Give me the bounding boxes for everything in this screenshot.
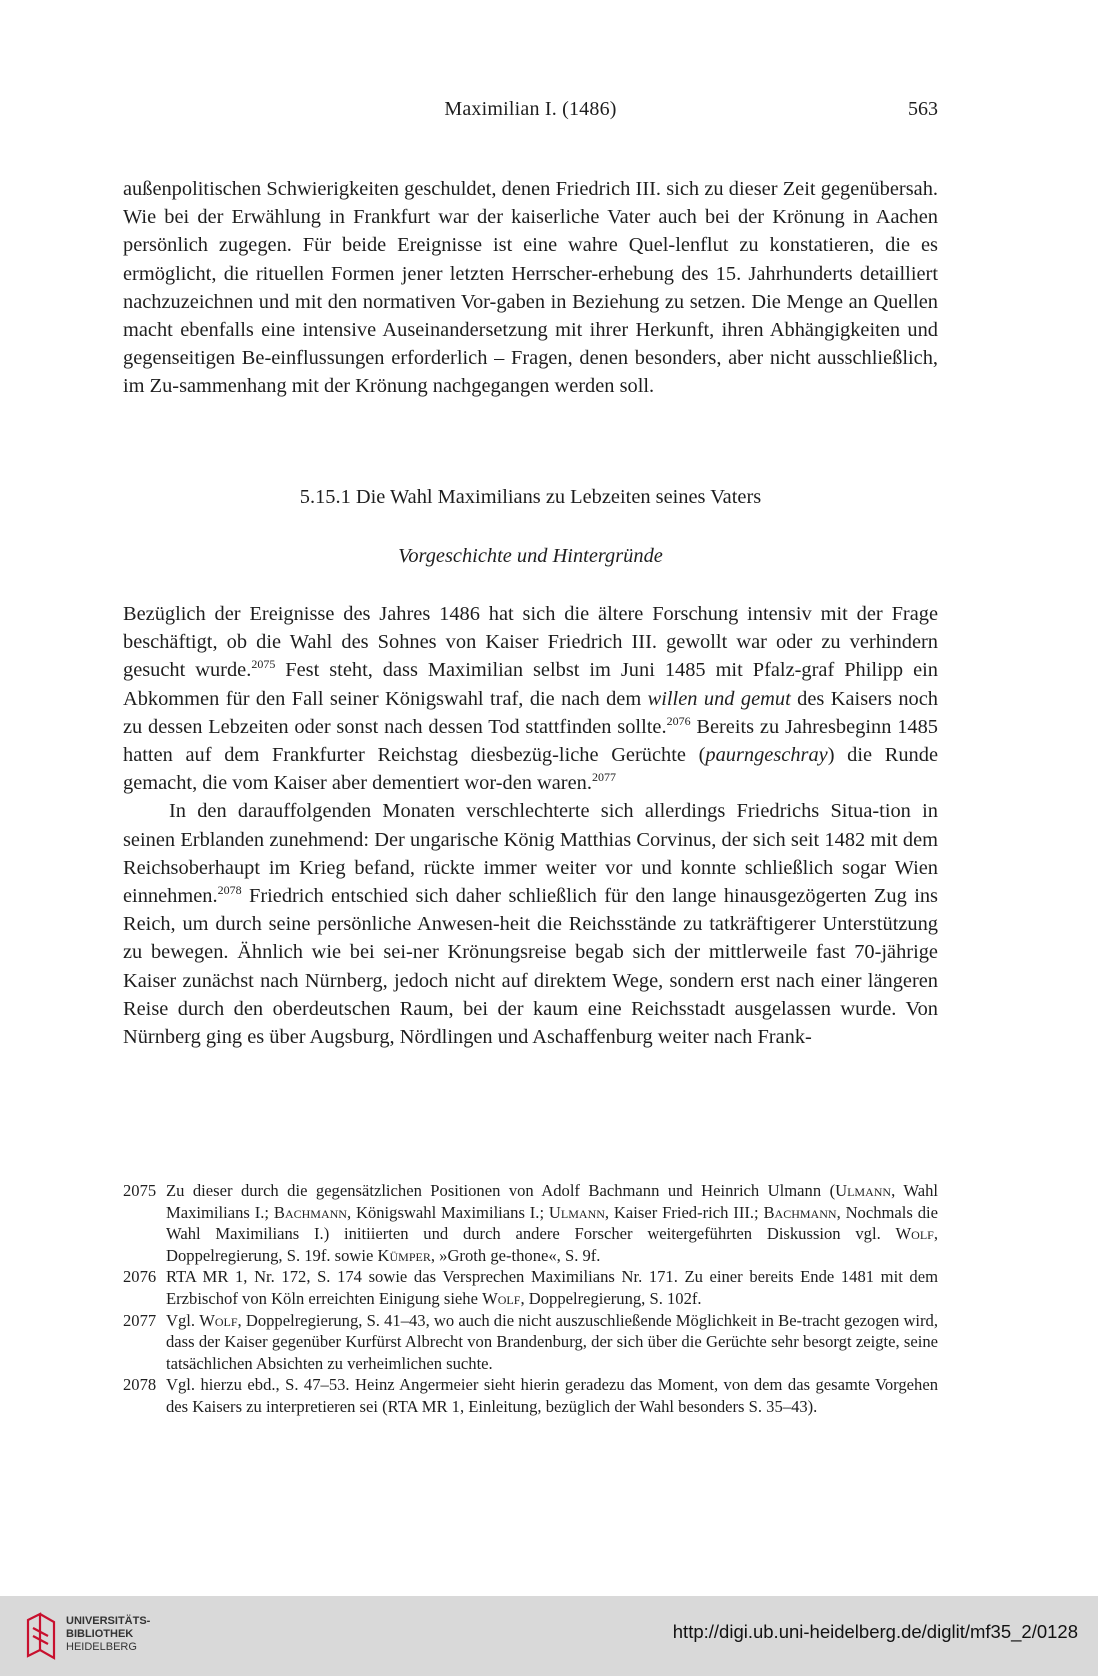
p2-text-2: Friedrich entschied sich daher schließlich für den lange hinausgezögerten Zug ins Reich, um durch seine persönliche Anwesen-heit die Reichsstände zu tatkräftigerer Unterstützung zu bewegen. Ähnlich wie bei sei-ner Krönungsreise begab sich der mittlerweile fast 70-jährige Kaiser zunächst nach Nürnberg, jedoch nicht auf direktem Wege, sondern erst nach einer längeren Reise durch den oberdeutschen Raum, bei der kaum eine Reichsstadt ausgelassen wurde. Von Nürnberg ging es über Augsburg, Nördlingen und Aschaffenburg weiter nach Frank-	[123, 885, 938, 1049]
library-name-line-3: HEIDELBERG	[66, 1641, 137, 1653]
footnote-ref-2077[interactable]: 2077	[591, 770, 616, 785]
author-name: Kümper	[377, 1245, 431, 1265]
footnote-text: , »Groth ge-thone«, S. 9f.	[430, 1245, 601, 1265]
p1-italic-quote-1: willen und gemut	[647, 687, 791, 710]
footnote-text: , Kaiser Fried-rich III.;	[604, 1202, 764, 1222]
p1-text-4: Bereits zu Jahresbeginn 1485 hatten auf dem Frankfurter Reichstag diesbezüg-liche Gerüchte (	[123, 715, 938, 767]
author-name: Bachmann	[763, 1202, 837, 1222]
footnote-number: 2076	[123, 1267, 157, 1287]
p1-italic-quote-2: paurngeschray	[705, 744, 828, 767]
footnote-ref-2078[interactable]: 2078	[217, 883, 242, 898]
author-name: Ulmann	[835, 1181, 892, 1200]
subsection-title: Vorgeschichte und Hintergründe	[398, 545, 663, 567]
footnote-2076	[123, 1266, 938, 1309]
library-name-line-1: UNIVERSITÄTS-	[66, 1615, 151, 1627]
footnote-number: 2075	[123, 1181, 157, 1200]
footnote-ref-2075[interactable]: 2075	[251, 657, 276, 672]
footnote-text: RTA MR 1, Nr. 172, S. 174 sowie das Versprechen Maximilians Nr. 171. Zu einer bereits Ende 1481 mit dem Erzbischof von Köln erreichten Einigung siehe	[166, 1267, 938, 1308]
footnote-2078	[123, 1374, 938, 1417]
footnote-2077	[123, 1310, 938, 1375]
footnote-number: 2078	[123, 1375, 157, 1395]
author-name: Wolf	[895, 1224, 934, 1244]
footnote-ref-2076[interactable]: 2076	[666, 713, 691, 728]
intro-paragraph: außenpolitischen Schwierigkeiten geschuldet, denen Friedrich III. sich zu dieser Zeit gegenübersah. Wie bei der Erwählung in Frankfurt war der kaiserliche Vater auch bei der Krönung in Aachen persönlich zugegen. Für beide Ereignisse ist eine wahre Quel-lenflut zu konstatieren, die es ermöglicht, die rituellen Formen jener letzten Herrscher-erhebung des 15. Jahrhunderts detailliert nachzuzeichnen und mit den normativen Vor-gaben in Beziehung zu setzen. Die Menge an Quellen macht ebenfalls eine intensive Auseinandersetzung mit ihrer Herkunft, ihren Abhängigkeiten und gegenseitigen Be-einflussungen erforderlich – Fragen, denen besonders, aber nicht ausschließlich, im Zu-sammenhang mit der Krönung nachgegangen werden soll.	[123, 178, 938, 398]
section-title: 5.15.1 Die Wahl Maximilians zu Lebzeiten seines Vaters	[299, 486, 762, 508]
footnote-text: Vgl.	[166, 1310, 200, 1330]
author-name: Ulmann	[548, 1202, 605, 1222]
footnote-text: , Wahl Maximilians I.;	[166, 1181, 938, 1222]
footnote-text: Vgl. hierzu ebd., S. 47–53. Heinz Angermeier sieht hierin geradezu das Moment, von dem das gesamte Vorgehen des Kaisers zu interpretieren sei (RTA MR 1, Einleitung, bezüglich der Wahl besonders S. 35–43).	[166, 1375, 938, 1416]
author-name: Wolf	[199, 1310, 238, 1330]
source-url-link[interactable]: http://digi.ub.uni-heidelberg.de/diglit/mf35_2/0128	[672, 1621, 1078, 1642]
library-name	[66, 1615, 150, 1654]
p1-text-3: des Kaisers noch zu dessen Lebzeiten oder sonst nach dessen Tod stattfinden sollte.	[123, 687, 938, 738]
running-head: Maximilian I. (1486)	[444, 98, 617, 120]
paragraph-1	[123, 600, 938, 797]
intro-block	[123, 175, 938, 401]
p1-text-2: Fest steht, dass Maximilian selbst im Juni 1485 mit Pfalz-graf Philipp ein Abkommen für den Fall seiner Königswahl traf, die nach dem	[123, 659, 938, 710]
footnote-text: , Doppelregierung, S. 41–43, wo auch die nicht auszuschließende Möglichkeit in Be-tracht gezogen wird, dass der Kaiser gegenüber Kurfürst Albrecht von Brandenburg, der sich über die Gerüchte sehr besorgt zeigte, seine tatsächlichen Absichten zu verheimlichen suchte.	[166, 1310, 939, 1373]
author-name: Wolf	[482, 1288, 521, 1308]
footnote-text: Zu dieser durch die gegensätzlichen Positionen von Adolf Bachmann und Heinrich Ulmann (	[166, 1181, 836, 1200]
footnote-text: , Königswahl Maximilians I.;	[346, 1202, 549, 1222]
library-name-line-2: BIBLIOTHEK	[66, 1628, 134, 1640]
footnote-text: , Doppelregierung, S. 19f. sowie	[166, 1224, 938, 1265]
p1-text-1: Bezüglich der Ereignisse des Jahres 1486 hat sich die ältere Forschung intensiv mit der Frage beschäftigt, ob die Wahl des Sohnes von Kaiser Friedrich III. gewollt war oder zu verhindern gesucht wurde.	[123, 603, 938, 682]
footnote-2075	[123, 1180, 938, 1266]
viewer-footer-bar	[0, 1596, 1098, 1676]
page-header	[123, 98, 938, 134]
p2-text-1: In den darauffolgenden Monaten verschlechterte sich allerdings Friedrichs Situa-tion in seinen Erblanden zunehmend: Der ungarische König Matthias Corvinus, der sich seit 1482 mit dem Reichsoberhaupt im Krieg befand, rückte immer weiter vor und konnte schließlich sogar Wien einnehmen.	[123, 800, 938, 908]
footnote-text: , Nochmals die Wahl Maximilians I.) initiierten und durch andere Forscher weitergeführten Diskussion vgl.	[166, 1202, 938, 1244]
p1-text-5: ) die Runde gemacht, die vom Kaiser aber dementiert wor-den waren.	[123, 744, 938, 795]
author-name: Bachmann	[273, 1202, 347, 1222]
university-library-logo-icon[interactable]	[24, 1610, 62, 1662]
footnote-text: , Doppelregierung, S. 102f.	[520, 1288, 702, 1308]
footnote-number: 2077	[123, 1310, 157, 1330]
footnotes	[123, 1180, 938, 1418]
main-text	[123, 600, 938, 1051]
paragraph-2	[123, 797, 938, 1051]
page-number: 563	[908, 98, 938, 120]
